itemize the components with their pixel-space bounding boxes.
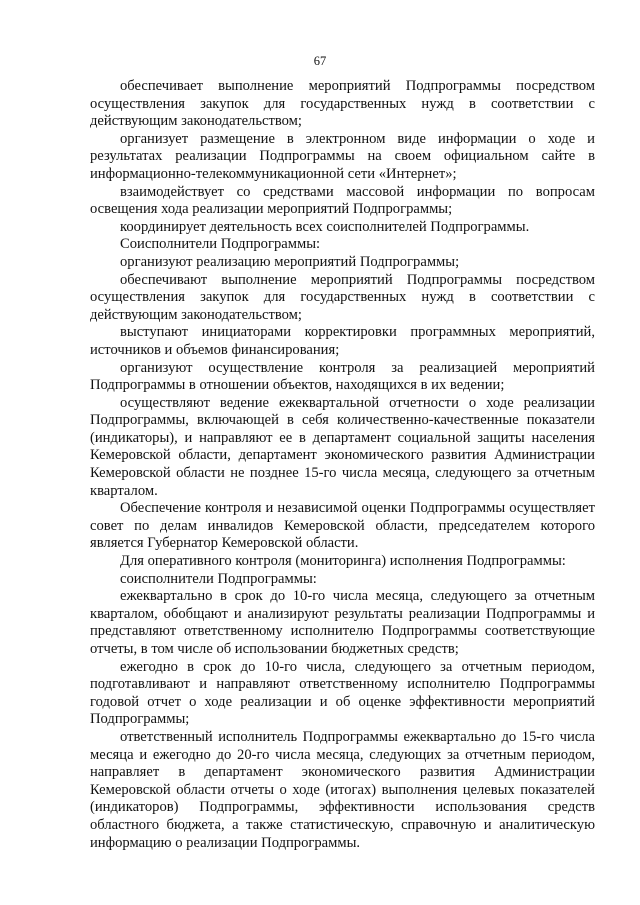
paragraph: ежеквартально в срок до 10-го числа месяца, следующего за отчетным кварталом, обобщают и анализируют результаты реализации Подпрограммы и представляют ответственному исполнителю Подпрограммы соответствующие отчеты, в том числе об использовании бюджетных средств;	[90, 588, 595, 657]
paragraph: Обеспечение контроля и независимой оценки Подпрограммы осуществляет совет по делам инвалидов Кемеровской области, председателем которого является Губернатор Кемеровской области.	[90, 500, 595, 552]
paragraph: выступают инициаторами корректировки программных мероприятий, источников и объемов финансирования;	[90, 324, 595, 358]
paragraph: Соисполнители Подпрограммы:	[120, 236, 321, 253]
paragraph: ответственный исполнитель Подпрограммы ежеквартально до 15-го числа месяца и ежегодно до 20-го числа месяца, следующих за отчетным периодом, направляет в департамент экономического развития Администрации Кемеровской области отчеты о ходе (итогах) выполнения целевых показателей (индикаторов) Подпрограммы, эффективности использования средств областного бюджета, а также статистическую, справочную и аналитическую информацию о реализации Подпрограммы.	[90, 728, 595, 851]
paragraph: организует размещение в электронном виде информации о ходе и результатах реализации Подпрограммы на своем официальном сайте в информационно-телекоммуникационной сети «Интернет»;	[90, 130, 595, 182]
paragraph: обеспечивают выполнение мероприятий Подпрограммы посредством осуществления закупок для государственных нужд в соответствии с действующим законодательством;	[90, 271, 595, 323]
paragraph: осуществляют ведение ежеквартальной отчетности о ходе реализации Подпрограммы, включающей в себя количественно-качественные показатели (индикаторы), и направляют ее в департамент социальной защиты населения Кемеровской области, департамент экономического развития Администрации Кемеровской области не позднее 15-го числа месяца, следующего за отчетным кварталом.	[90, 394, 595, 499]
document-body	[90, 78, 595, 852]
paragraph: ежегодно в срок до 10-го числа, следующего за отчетным периодом, подготавливают и направляют ответственному исполнителю Подпрограммы годовой отчет о ходе реализации и об оценке эффективности мероприятий Подпрограммы;	[90, 658, 595, 728]
paragraph: координирует деятельность всех соисполнителей Подпрограммы.	[120, 218, 530, 235]
page-number: 67	[313, 54, 327, 68]
paragraph: организуют осуществление контроля за реализацией мероприятий Подпрограммы в отношении объектов, находящихся в их ведении;	[90, 359, 595, 394]
paragraph: организуют реализацию мероприятий Подпрограммы;	[120, 253, 460, 270]
paragraph: взаимодействует со средствами массовой информации по вопросам освещения хода реализации мероприятий Подпрограммы;	[90, 183, 595, 218]
paragraph: соисполнители Подпрограммы:	[120, 570, 317, 587]
paragraph: Для оперативного контроля (мониторинга) исполнения Подпрограммы:	[120, 553, 566, 570]
paragraph: обеспечивает выполнение мероприятий Подпрограммы посредством осуществления закупок для государственных нужд в соответствии с действующим законодательством;	[90, 78, 595, 130]
